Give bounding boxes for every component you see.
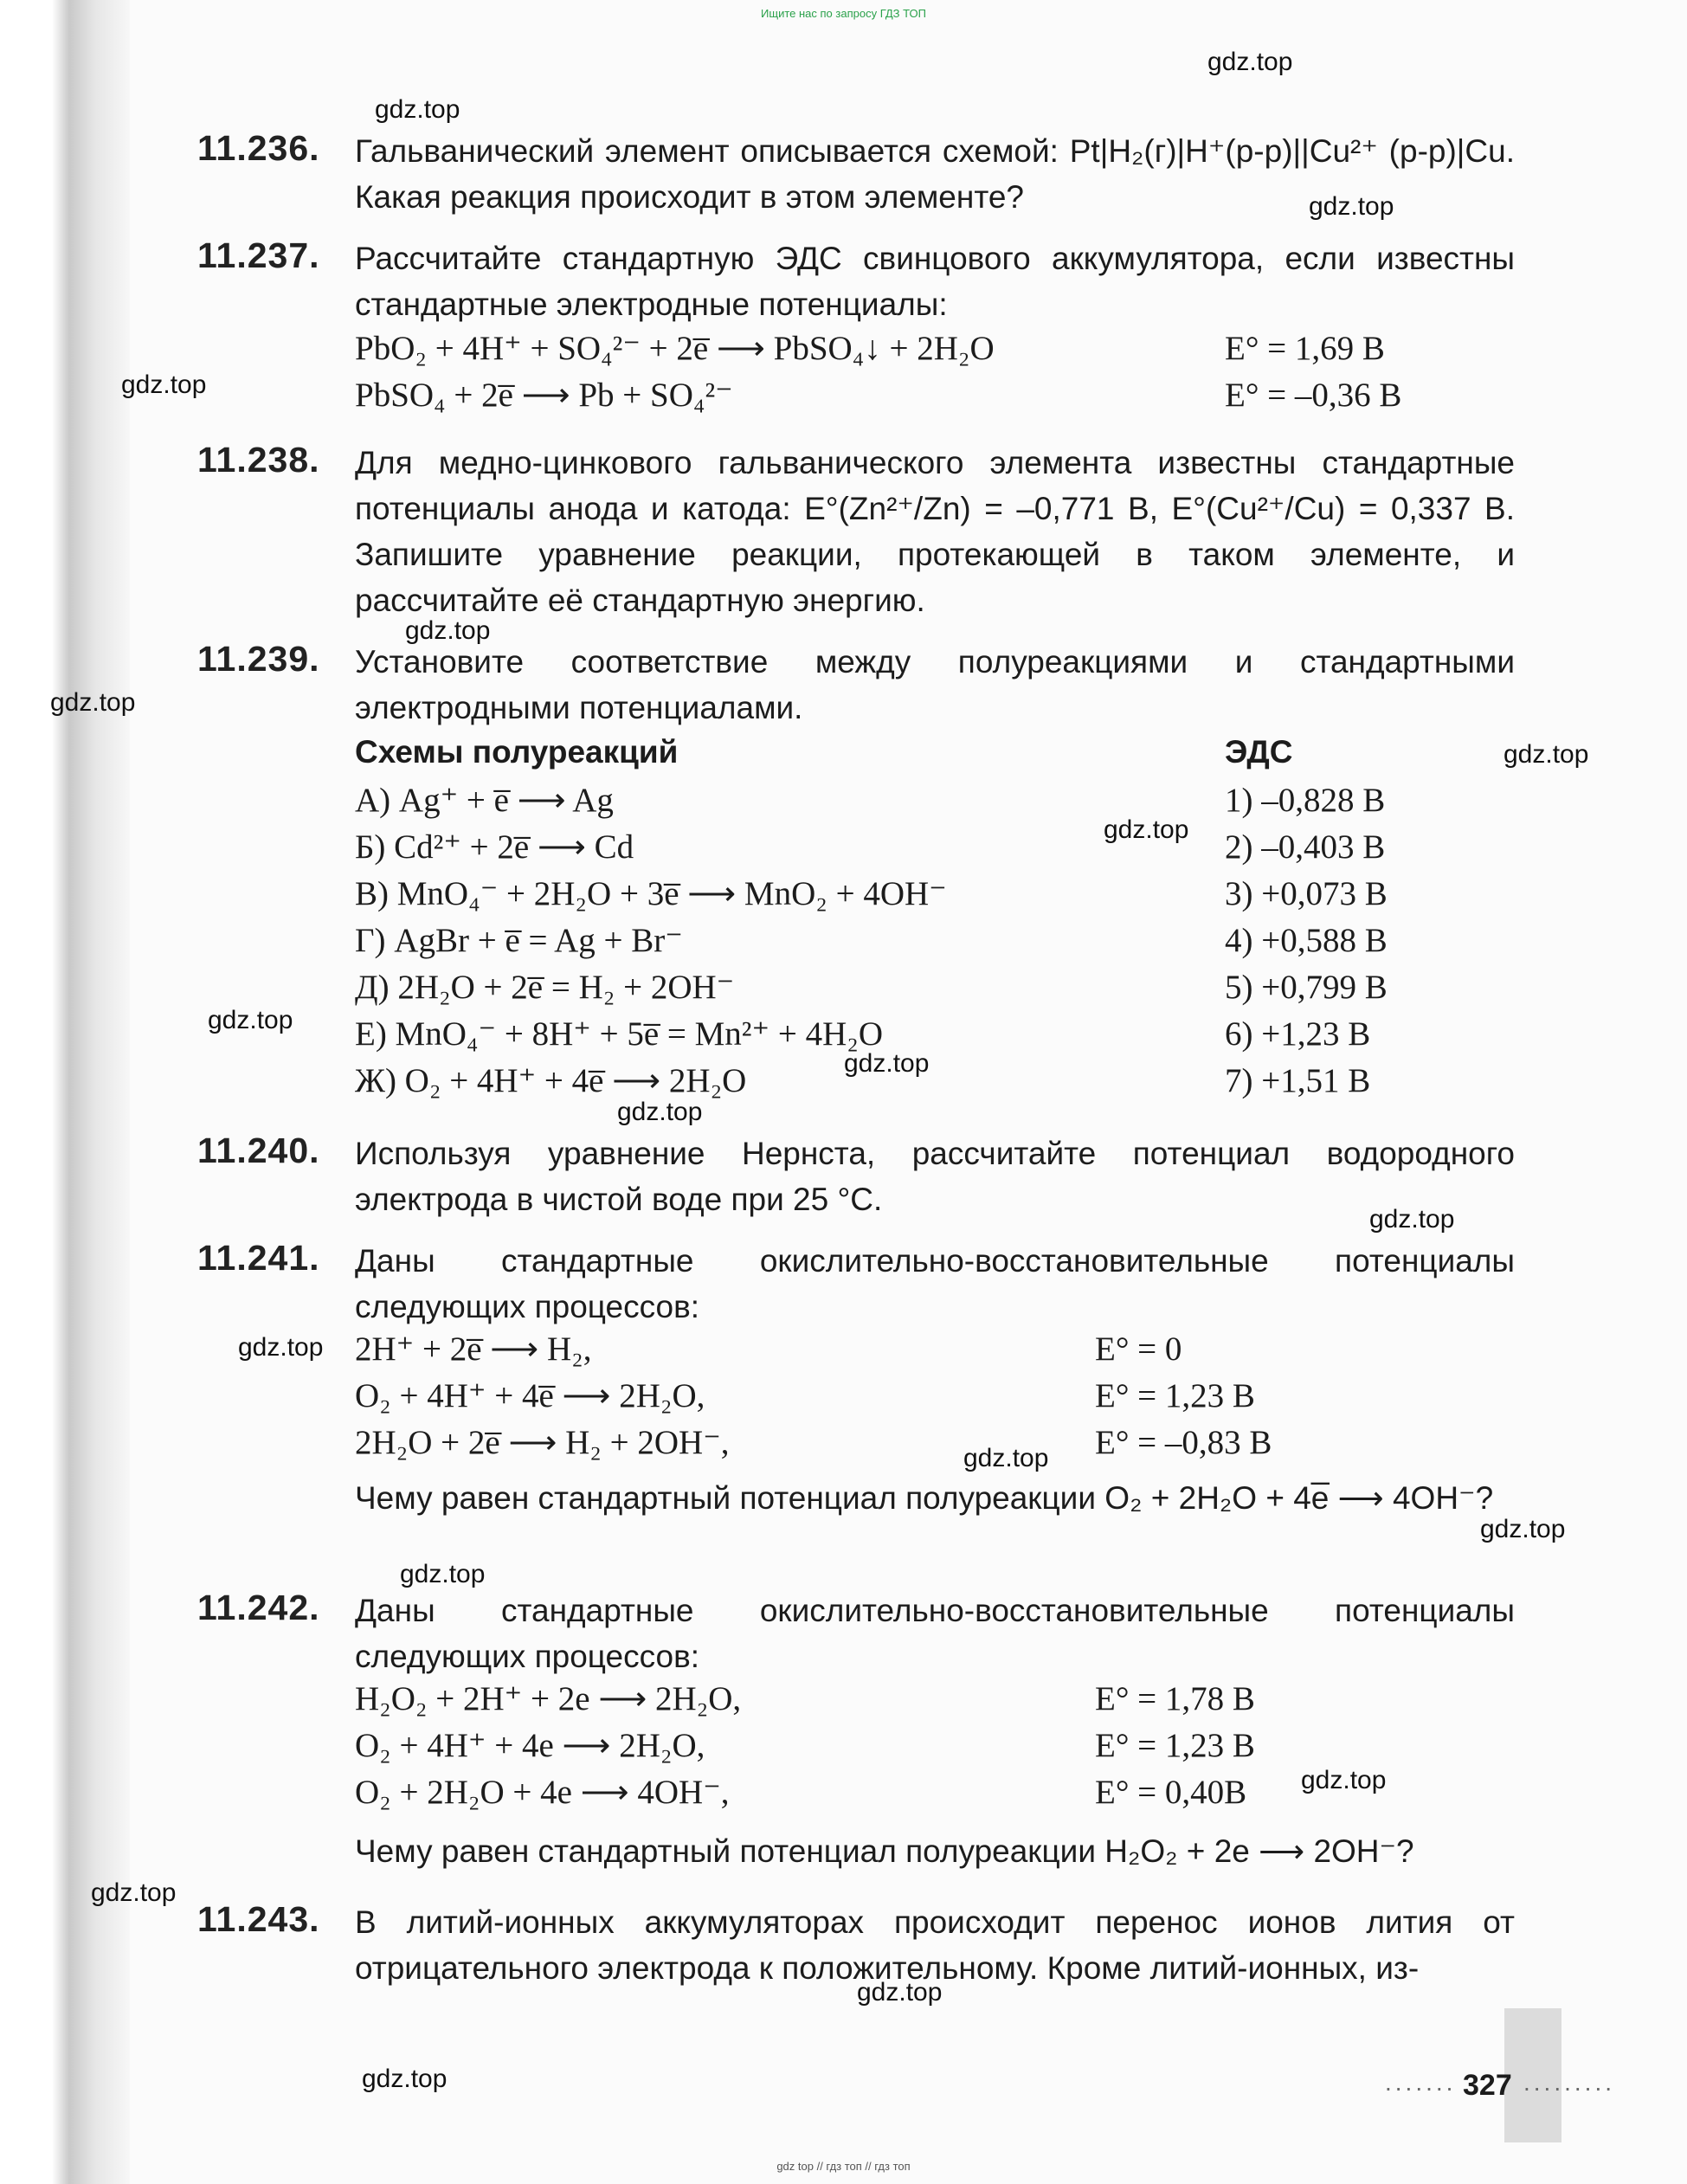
watermark: gdz.top — [1369, 1205, 1455, 1234]
half-reaction: Б) Cd²⁺ + 2e̅ ⟶ Cd — [355, 828, 634, 866]
watermark: gdz.top — [238, 1333, 324, 1362]
watermark: gdz.top — [963, 1444, 1049, 1472]
potential-option: 7) +1,51 В — [1225, 1062, 1371, 1099]
problem-question: Чему равен стандартный потенциал полуреакции O₂ + 2H₂O + 4e̅ ⟶ 4OH⁻? — [355, 1480, 1494, 1516]
watermark: gdz.top — [50, 688, 136, 717]
potential-option: 3) +0,073 В — [1225, 875, 1388, 912]
watermark: gdz.top — [1301, 1766, 1387, 1794]
problem-text: Установите соответствие между полуреакциями и стандартными электродными потенциалами. — [355, 644, 1515, 725]
problem-number: 11.239. — [197, 639, 320, 679]
watermark: gdz.top — [208, 1006, 293, 1034]
leader-dots-left: ....... — [1385, 2069, 1457, 2096]
problem-question: Чему равен стандартный потенциал полуреакции H₂O₂ + 2e ⟶ 2OH⁻? — [355, 1833, 1414, 1869]
equation: H₂O₂ + 2H⁺ + 2e ⟶ 2H₂O, — [355, 1680, 742, 1717]
half-reaction: Ж) O₂ + 4H⁺ + 4e̅ ⟶ 2H₂O — [355, 1062, 747, 1099]
half-reaction: В) MnO₄⁻ + 2H₂O + 3e̅ ⟶ MnO₂ + 4OH⁻ — [355, 875, 947, 912]
problem-text: Используя уравнение Нернста, рассчитайте потенциал водородного электрода в чистой воде при 25 °С. — [355, 1136, 1515, 1217]
potential-value: E° = 1,78 В — [1095, 1680, 1255, 1717]
equation: O₂ + 2H₂O + 4e ⟶ 4OH⁻, — [355, 1774, 730, 1811]
problem-text: В литий-ионных аккумуляторах происходит перенос ионов лития от отрицательного электрода к положительному. Кроме литий-ионных, из- — [355, 1904, 1515, 1986]
problem-number: 11.241. — [197, 1238, 320, 1278]
watermark: gdz.top — [405, 616, 491, 645]
problem-text: Рассчитайте стандартную ЭДС свинцового аккумулятора, если известны стандартные электродные потенциалы: — [355, 241, 1515, 322]
potential-value: E° = 1,23 В — [1095, 1727, 1255, 1764]
half-reaction: Д) 2H₂O + 2e̅ = H₂ + 2OH⁻ — [355, 969, 735, 1006]
potential-value: E° = –0,36 В — [1225, 377, 1402, 414]
watermark: gdz.top — [1309, 192, 1394, 221]
watermark: gdz.top — [1480, 1515, 1566, 1543]
problem-text: Даны стандартные окислительно-восстановительные потенциалы следующих процессов: — [355, 1243, 1515, 1324]
equation: O₂ + 4H⁺ + 4e ⟶ 2H₂O, — [355, 1727, 705, 1764]
equation: 2H⁺ + 2e̅ ⟶ H₂, — [355, 1330, 592, 1368]
equation: PbO₂ + 4H⁺ + SO₄²⁻ + 2e̅ ⟶ PbSO₄↓ + 2H₂O — [355, 330, 995, 367]
problem-text: Даны стандартные окислительно-восстановительные потенциалы следующих процессов: — [355, 1593, 1515, 1674]
header-note: Ищите нас по запросу ГДЗ ТОП — [761, 7, 926, 20]
potential-option: 6) +1,23 В — [1225, 1015, 1371, 1053]
potential-option: 2) –0,403 В — [1225, 828, 1386, 866]
watermark: gdz.top — [375, 95, 460, 124]
watermark: gdz.top — [1503, 740, 1589, 769]
potential-option: 4) +0,588 В — [1225, 922, 1388, 959]
equation: 2H₂O + 2e̅ ⟶ H₂ + 2OH⁻, — [355, 1424, 730, 1461]
column-header-reactions: Схемы полуреакций — [355, 734, 679, 770]
problem-number: 11.242. — [197, 1588, 320, 1627]
watermark: gdz.top — [1207, 48, 1293, 76]
watermark: gdz.top — [91, 1878, 177, 1907]
watermark: gdz.top — [857, 1978, 943, 2007]
problem-text: Гальванический элемент описывается схемой: Pt|H₂(г)|H⁺(р-р)||Cu²⁺ (р-р)|Cu. Какая реакция происходит в этом элементе? — [355, 133, 1515, 215]
half-reaction: Г) AgBr + e̅ = Ag + Br⁻ — [355, 922, 683, 959]
watermark: gdz.top — [362, 2065, 448, 2093]
problem-number: 11.237. — [197, 235, 320, 275]
watermark: gdz.top — [121, 370, 207, 399]
footer-note: gdz top // гдз топ // гдз топ — [776, 2160, 911, 2173]
problem-number: 11.238. — [197, 440, 320, 480]
potential-value: E° = 1,69 В — [1225, 330, 1385, 367]
problem-number: 11.240. — [197, 1131, 320, 1170]
problem-number: 11.236. — [197, 128, 320, 168]
problem-number: 11.243. — [197, 1899, 320, 1939]
potential-value: E° = 0 — [1095, 1330, 1182, 1368]
potential-option: 5) +0,799 В — [1225, 969, 1388, 1006]
book-spine-shadow — [0, 0, 130, 2184]
equation: O₂ + 4H⁺ + 4e̅ ⟶ 2H₂O, — [355, 1377, 705, 1414]
watermark: gdz.top — [1104, 815, 1189, 844]
page-number: 327 — [1463, 2069, 1512, 2102]
potential-value: E° = –0,83 В — [1095, 1424, 1272, 1461]
potential-value: E° = 1,23 В — [1095, 1377, 1255, 1414]
watermark: gdz.top — [617, 1098, 703, 1126]
equation: PbSO₄ + 2e̅ ⟶ Pb + SO₄²⁻ — [355, 377, 733, 414]
problem-text: Для медно-цинкового гальванического элемента известны стандартные потенциалы анода и катода: E°(Zn²⁺/Zn) = –0,771 В, E°(Cu²⁺/Cu) = 0,337 В. Запишите уравнение реакции, протекающей в таком элементе, и рассчитайте её стандартную энергию. — [355, 445, 1515, 618]
potential-value: E° = 0,40В — [1095, 1774, 1247, 1811]
watermark: gdz.top — [844, 1049, 930, 1078]
leader-dots-right: ......... — [1523, 2069, 1616, 2096]
half-reaction: А) Ag⁺ + e̅ ⟶ Ag — [355, 782, 614, 819]
half-reaction: Е) MnO₄⁻ + 8H⁺ + 5e̅ = Mn²⁺ + 4H₂O — [355, 1015, 884, 1053]
potential-option: 1) –0,828 В — [1225, 782, 1386, 819]
column-header-emf: ЭДС — [1225, 734, 1293, 770]
watermark: gdz.top — [400, 1560, 486, 1588]
